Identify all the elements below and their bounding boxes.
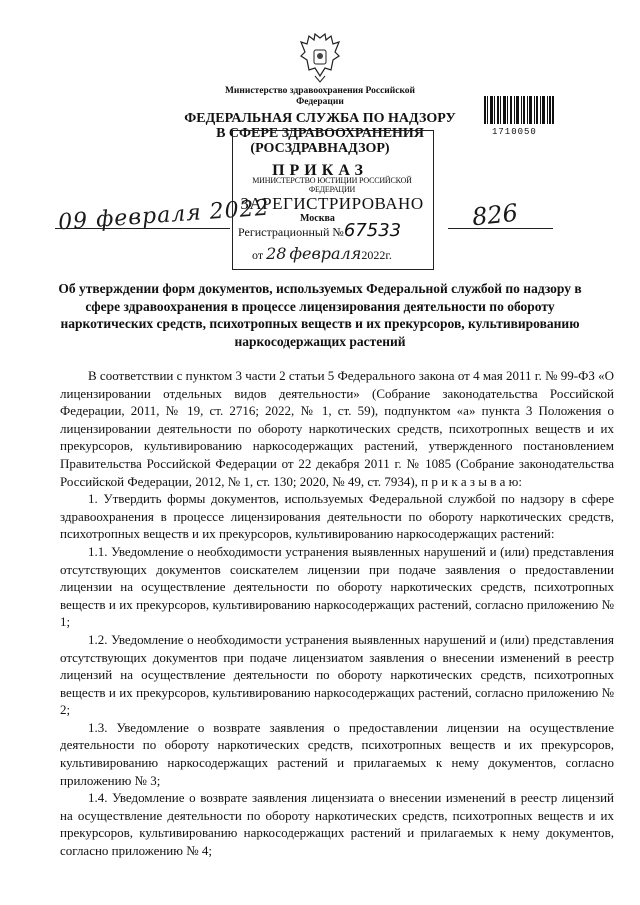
barcode xyxy=(484,96,554,124)
document-body xyxy=(60,367,614,860)
paragraph-preamble: В соответствии с пунктом 3 части 2 статьи 5 Федерального закона от 4 мая 2011 г. № 99-ФЗ «О лицензировании отдельных видов деятельности» (Собрание законодательства Российской Федерации, 2011, № 19, ст. 2716; 2022, № 1, ст. 59), подпунктом «а» пункта 3 Положения о лицензировании деятельности по обороту наркотических средств, психотропных веществ и их прекурсоров, культивированию наркосодержащих растений, утвержденного постановлением Правительства Российской Федерации от 22 декабря 2011 г. № 1085 (Собрание законодательства Российской Федерации, 2012, № 1, ст. 130; 2020, № 49, ст. 7934), п р и к а з ы в а ю: xyxy=(60,368,615,489)
date-prefix: от xyxy=(252,248,264,262)
paragraph-item-1-2: 1.2. Уведомление о необходимости устранения выявленных нарушений и (или) представления отсутствующих документов при подаче лицензиатом заявления о внесении изменений в реестр лицензий на осуществление деятельности по обороту наркотических средств, психотропных веществ и их прекурсоров, культивированию наркосодержащих растений, согласно приложению № 2; xyxy=(60,631,614,718)
agency-line-2: В СФЕРЕ ЗДРАВООХРАНЕНИЯ xyxy=(216,126,424,141)
reg-label: Регистрационный № xyxy=(238,225,344,239)
stamp-organization: МИНИСТЕРСТВО ЮСТИЦИИ РОССИЙСКОЙ ФЕДЕРАЦИИ xyxy=(252,176,412,194)
document-title: Об утверждении форм документов, используемых Федеральной службой по надзору в сфере здравоохранения в процессе лицензирования деятельности по обороту наркотических средств, психотропных веществ и их прекурсоров, культивированию наркосодержащих растений xyxy=(58,281,582,349)
agency-line-3: (РОСЗДРАВНАДЗОР) xyxy=(250,141,390,156)
reg-month: февраля xyxy=(289,244,362,263)
paragraph-item-1: 1. Утвердить формы документов, используемых Федеральной службой по надзору в сфере здравоохранения в процессе лицензирования деятельности по обороту наркотических средств, психотропных веществ и их прекурсоров, культивированию наркосодержащих растений: xyxy=(60,491,614,542)
ministry-name: Министерство здравоохранения Российской Федерации xyxy=(224,86,416,107)
paragraph-item-1-3: 1.3. Уведомление о возврате заявления о предоставлении лицензии на осуществление деятельности по обороту наркотических средств, психотропных веществ и их прекурсоров, культивированию наркосодержащих растений и прилагаемых к нему документов, согласно приложению № 3; xyxy=(60,719,614,788)
date-underline xyxy=(55,228,230,229)
document-type: ПРИКАЗ xyxy=(272,162,368,179)
number-underline xyxy=(448,228,553,229)
city: Москва xyxy=(300,213,335,224)
reg-year: 2022г. xyxy=(361,248,392,262)
handwritten-order-number: 826 xyxy=(470,198,520,232)
reg-number: 67533 xyxy=(343,220,402,241)
agency-line-1: ФЕДЕРАЛЬНАЯ СЛУЖБА ПО НАДЗОРУ xyxy=(184,111,456,126)
paragraph-item-1-1: 1.1. Уведомление о необходимости устранения выявленных нарушений и (или) представления отсутствующих документов соискателем лицензии при подаче заявления о предоставлении лицензии на осуществление деятельности по обороту наркотических средств, психотропных веществ и их прекурсоров, культивированию наркосодержащих растений, согласно приложению № 1; xyxy=(60,543,614,630)
stamp-registered: ЗАРЕГИСТРИРОВАНО xyxy=(240,194,424,213)
registration-date-line xyxy=(252,244,392,263)
registration-number-line xyxy=(238,220,401,241)
handwritten-date: 09 февраля 2022 xyxy=(57,195,271,236)
barcode-number: 1710050 xyxy=(492,127,537,137)
reg-day: 28 xyxy=(266,244,287,263)
paragraph-item-1-4: 1.4. Уведомление о возврате заявления лицензиата о внесении изменений в реестр лицензий на осуществление деятельности по обороту наркотических средств, психотропных веществ и их прекурсоров, культивированию наркосодержащих растений и прилагаемых к нему документов, согласно приложению № 4; xyxy=(60,790,614,859)
coat-of-arms-emblem xyxy=(297,32,343,84)
